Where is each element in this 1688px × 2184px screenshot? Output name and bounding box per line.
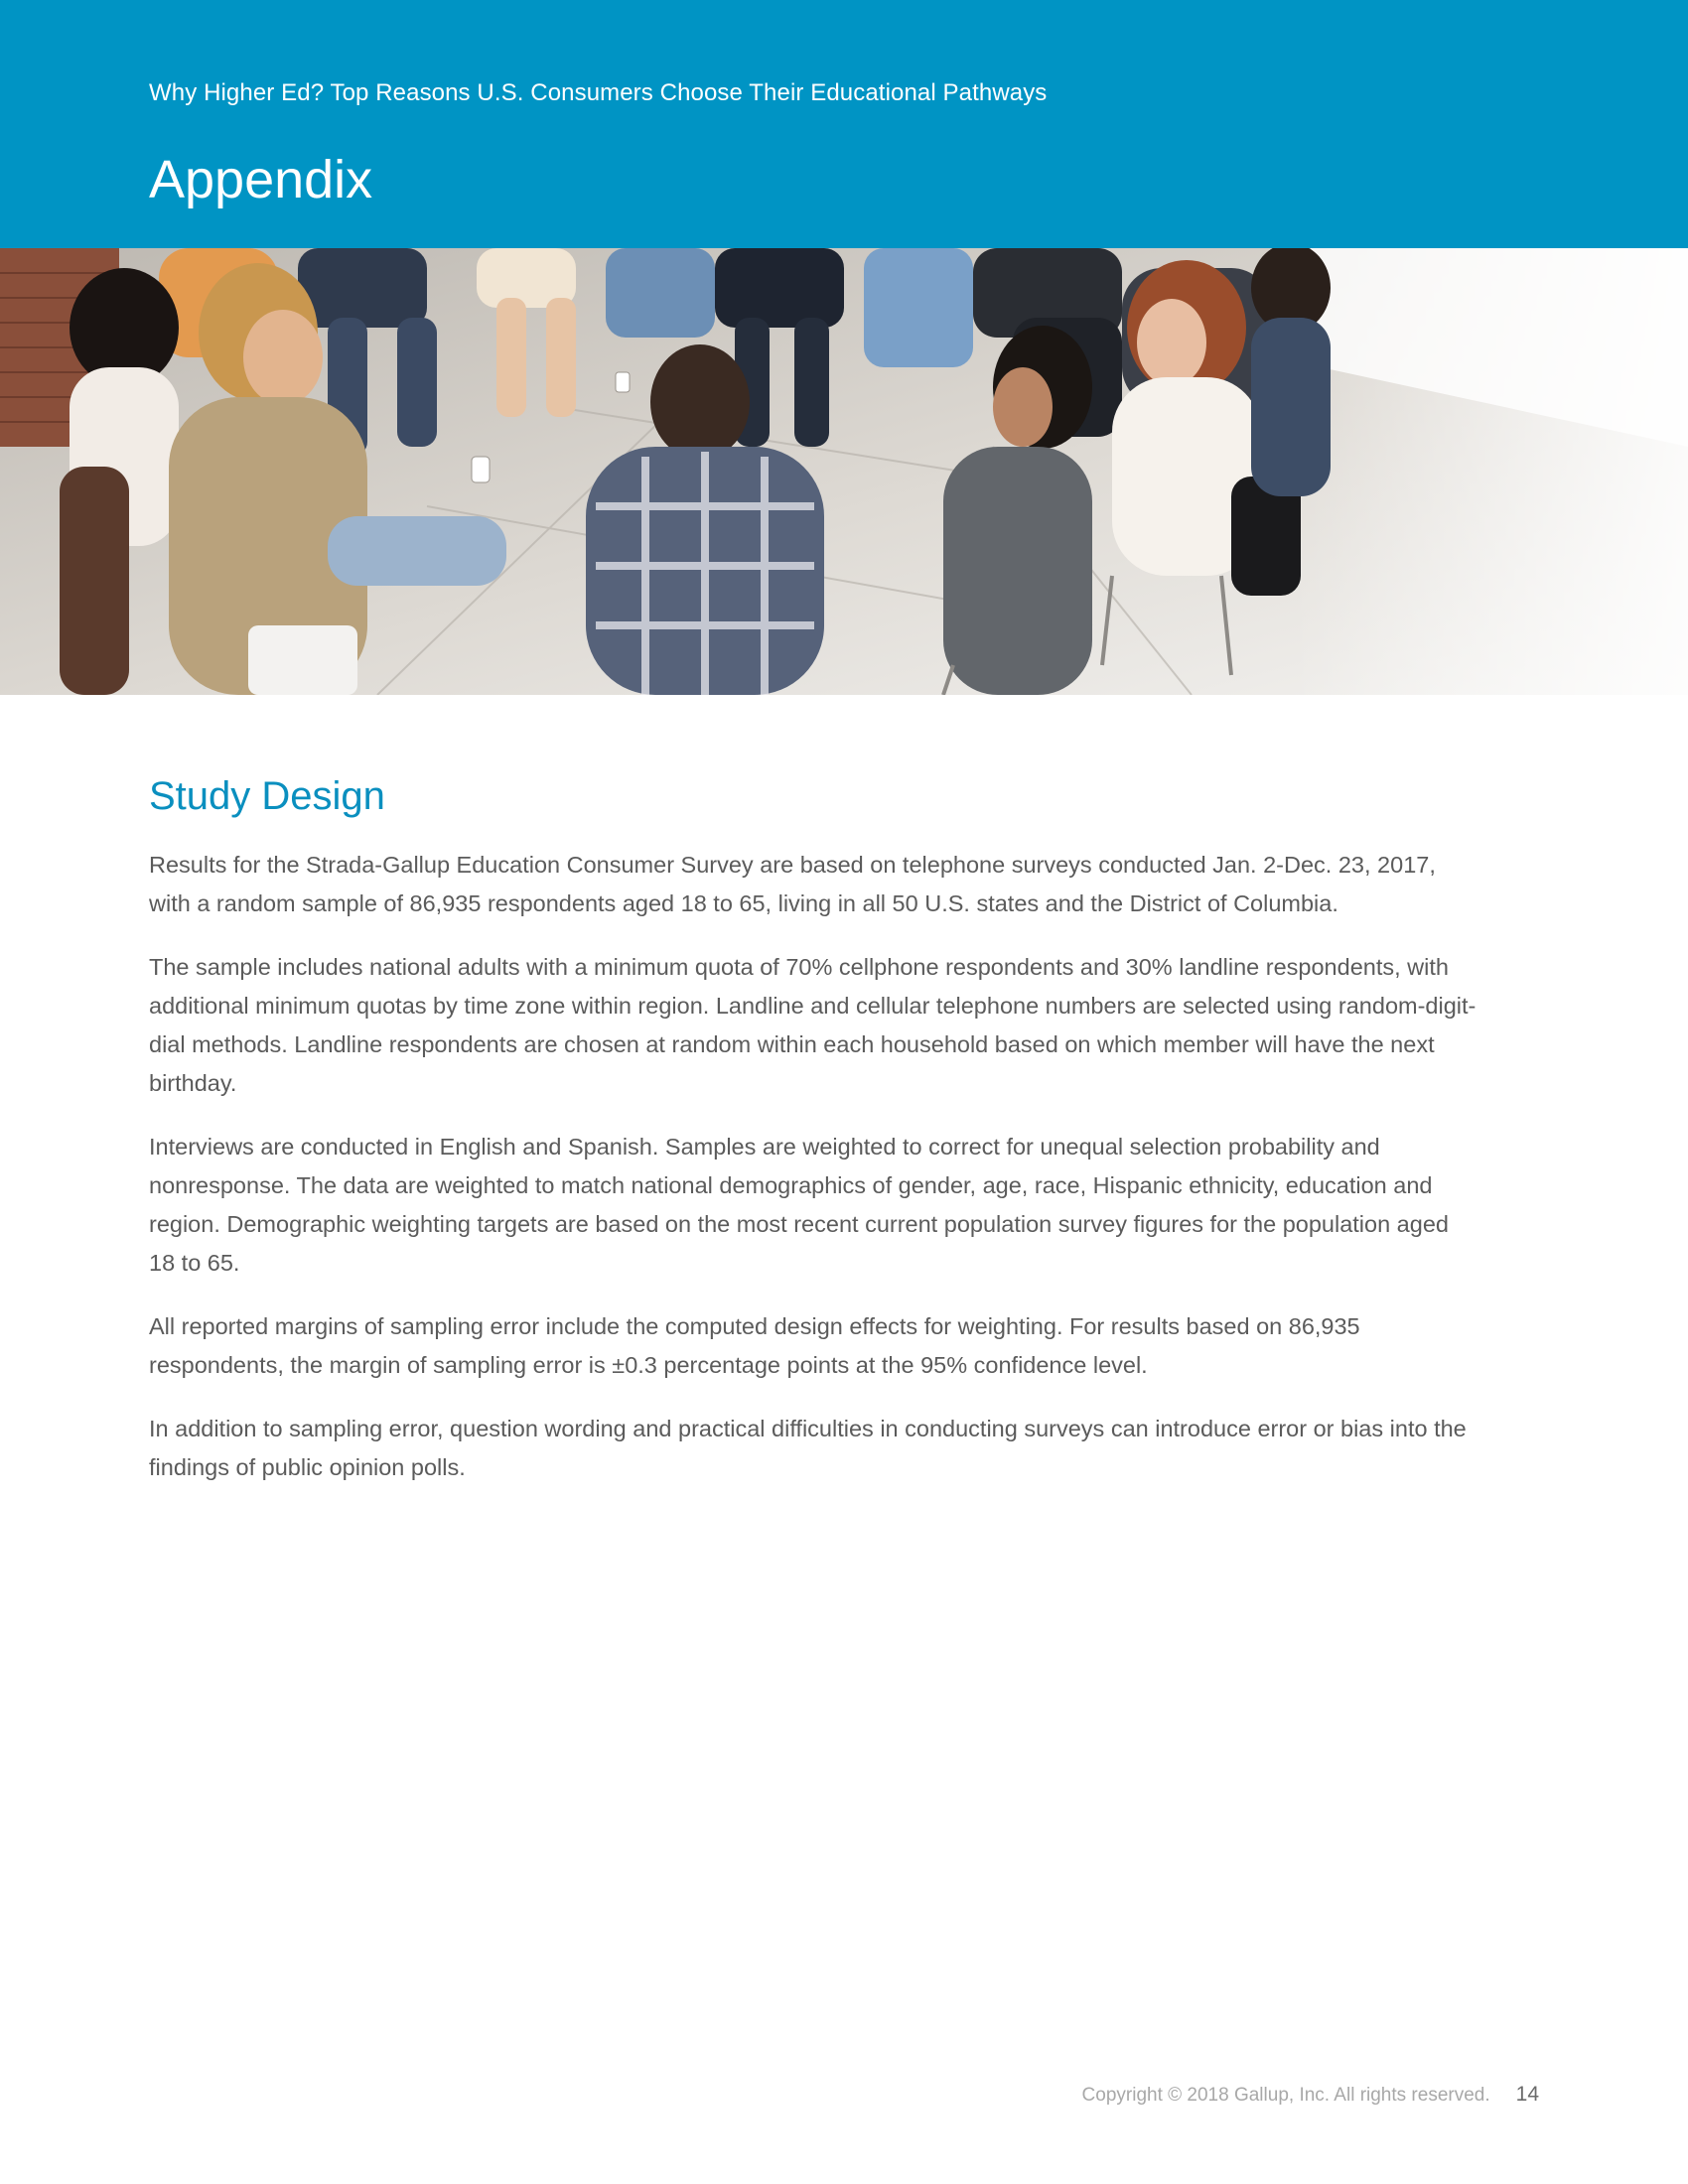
page-title: Appendix: [149, 150, 373, 209]
report-title: Why Higher Ed? Top Reasons U.S. Consumers Choose Their Educational Pathways: [149, 79, 1048, 106]
study-design-body: [149, 846, 1479, 1512]
paragraph: All reported margins of sampling error include the computed design effects for weighting. For results based on 86,935 respondents, the margin of sampling error is ±0.3 percentage points at the 95% confidence level.: [149, 1313, 1360, 1378]
paragraph: The sample includes national adults with a minimum quota of 70% cellphone respondents and 30% landline respondents, with additional minimum quotas by time zone within region. Landline and cellular telephone numbers are selected using random-digit-dial methods. Landline respondents are chosen at random within each household based on which member will have the next birthday.: [149, 954, 1477, 1096]
section-heading: Study Design: [149, 774, 385, 818]
header-band: [0, 0, 1688, 248]
copyright-notice: Copyright © 2018 Gallup, Inc. All rights reserved.: [1081, 2085, 1490, 2106]
page-footer: [1082, 2083, 1539, 2107]
paragraph: Results for the Strada-Gallup Education Consumer Survey are based on telephone surveys conducted Jan. 2-Dec. 23, 2017, with a random sample of 86,935 respondents aged 18 to 65, living in all 50 U.S. states and the District of Columbia.: [149, 852, 1436, 916]
paragraph: Interviews are conducted in English and Spanish. Samples are weighted to correct for unequal selection probability and nonresponse. The data are weighted to match national demographics of gender, age, race, Hispanic ethnicity, education and region. Demographic weighting targets are based on the most recent current population survey figures for the population aged 18 to 65.: [149, 1134, 1449, 1276]
group-discussion-photo: [0, 248, 1688, 695]
page-number: 14: [1515, 2083, 1539, 2106]
paragraph: In addition to sampling error, question wording and practical difficulties in conducting surveys can introduce error or bias into the findings of public opinion polls.: [149, 1416, 1467, 1480]
